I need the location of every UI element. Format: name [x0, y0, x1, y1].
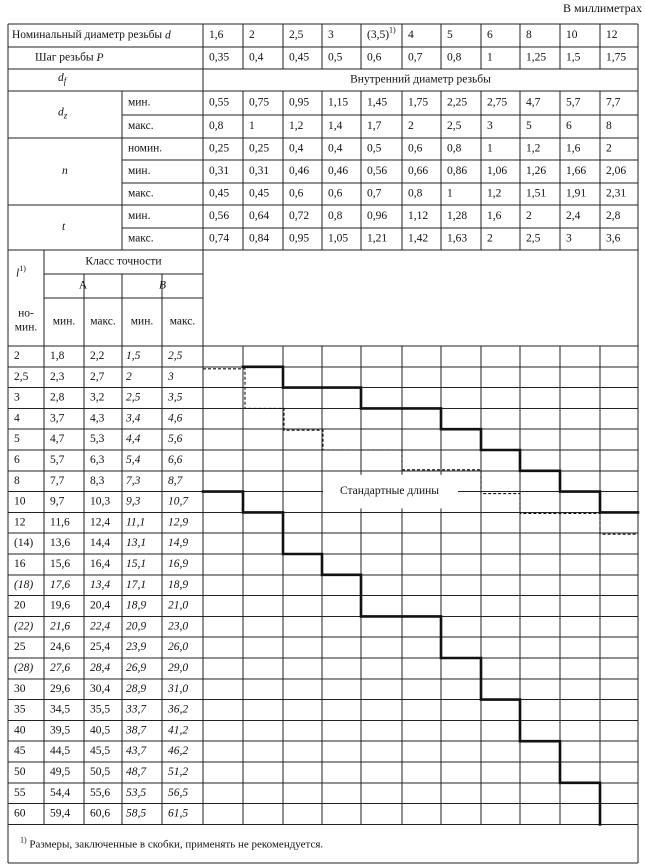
length-a-min: 19,6 [50, 599, 71, 612]
dz-value: 7,7 [606, 96, 621, 109]
class-a-label: A [78, 279, 88, 292]
length-b-max: 5,6 [168, 433, 183, 446]
n-value: 0,66 [408, 165, 429, 178]
length-b-max: 3 [168, 370, 174, 383]
pitch-value: 0,8 [447, 51, 462, 64]
t-value: 3 [566, 232, 572, 245]
length-b-max: 46,2 [168, 745, 189, 758]
n-value: 0,25 [249, 142, 270, 155]
length-a-max: 16,4 [90, 558, 111, 571]
length-nominal: (14) [14, 537, 34, 550]
length-b-max: 29,0 [168, 662, 189, 675]
n-value: 1,26 [526, 165, 547, 178]
length-a-max: 50,5 [90, 766, 111, 779]
n-value: 1,66 [566, 165, 587, 178]
t-symbol: t [62, 221, 66, 234]
length-nominal: 8 [14, 474, 20, 487]
length-a-max: 8,3 [90, 474, 105, 487]
t-value: 0,96 [367, 210, 388, 223]
n-value: 1 [487, 142, 493, 155]
length-b-max: 14,9 [168, 537, 189, 550]
length-a-max: 60,6 [90, 807, 111, 820]
dz-value: 0,8 [209, 120, 224, 133]
dz-value: 8 [606, 120, 612, 133]
t-row-label: мин. [128, 210, 151, 223]
n-value: 1,6 [566, 142, 581, 155]
t-value: 2,4 [566, 210, 581, 223]
length-b-min: 2 [126, 370, 132, 383]
n-value: 0,4 [328, 142, 343, 155]
internal-diameter-label: Внутренний диаметр резьбы [350, 73, 491, 86]
t-value: 0,72 [289, 210, 310, 223]
length-nominal: (22) [14, 620, 34, 633]
length-b-min: 9,3 [126, 495, 141, 508]
standard-lengths-label: Стандартные длины [339, 485, 440, 498]
length-a-min: 44,5 [50, 745, 71, 758]
length-b-max: 26,0 [168, 641, 189, 654]
length-a-min: 5,7 [50, 454, 65, 467]
length-nominal: (18) [14, 578, 34, 591]
t-value: 2,5 [526, 232, 541, 245]
pitch-value: 0,7 [408, 51, 423, 64]
n-value: 0,7 [367, 187, 382, 200]
dz-value: 0,55 [209, 96, 230, 109]
dz-value: 3 [487, 120, 493, 133]
n-value: 0,86 [447, 165, 468, 178]
pitch-value: 1,25 [526, 51, 547, 64]
length-b-min: 28,9 [126, 682, 147, 695]
length-a-min: 39,5 [50, 724, 71, 737]
t-value: 0,74 [209, 232, 230, 245]
length-a-max: 35,5 [90, 703, 111, 716]
length-a-max: 30,4 [90, 682, 111, 695]
diameter-value: 3 [328, 29, 334, 42]
t-row-label: макс. [128, 232, 154, 245]
length-b-min: 13,1 [126, 537, 147, 550]
length-a-min: 7,7 [50, 474, 65, 487]
dz-row-label: мин. [128, 96, 151, 109]
a-min-header: мин. [52, 315, 76, 328]
length-nominal: 30 [14, 682, 26, 695]
length-b-min: 58,5 [126, 807, 147, 820]
n-value: 1,91 [566, 187, 587, 200]
n-value: 0,31 [249, 165, 270, 178]
dz-symbol: $d_z$ [58, 106, 68, 121]
t-value: 3,6 [606, 232, 621, 245]
length-b-max: 10,7 [168, 495, 189, 508]
length-a-max: 6,3 [90, 454, 105, 467]
length-b-max: 2,5 [168, 350, 183, 363]
n-value: 0,31 [209, 165, 230, 178]
n-value: 0,5 [367, 142, 382, 155]
t-value: 0,8 [328, 210, 343, 223]
dz-value: 1,7 [367, 120, 382, 133]
length-symbol: $l^{1)}$ [16, 263, 26, 280]
df-symbol: $d_f$ [58, 71, 67, 87]
length-a-min: 34,5 [50, 703, 71, 716]
length-a-max: 14,4 [90, 537, 111, 550]
length-nominal: 50 [14, 766, 26, 779]
pitch-value: 0,35 [209, 51, 230, 64]
length-a-max: 4,3 [90, 412, 105, 425]
pitch-value: 0,45 [289, 51, 310, 64]
nominal-header: но- [18, 307, 34, 320]
length-nominal: 55 [14, 786, 26, 799]
diameter-value: 1,6 [209, 29, 224, 42]
length-a-min: 1,8 [50, 350, 65, 363]
length-a-max: 28,4 [90, 662, 111, 675]
length-nominal: 5 [14, 433, 20, 446]
length-b-max: 56,5 [168, 786, 189, 799]
n-value: 1,51 [526, 187, 547, 200]
n-value: 1 [447, 187, 453, 200]
length-a-max: 22,4 [90, 620, 111, 633]
units-note: В миллиметрах [562, 1, 642, 15]
length-a-min: 59,4 [50, 807, 71, 820]
pitch-label: Шаг резьбы P [35, 51, 104, 64]
dz-value: 2,25 [447, 96, 468, 109]
nominal-diameter-label: Номинальный диаметр резьбы d [12, 29, 171, 42]
b-max-header: макс. [169, 315, 196, 328]
diameter-value: 10 [566, 29, 578, 42]
t-value: 0,95 [289, 232, 310, 245]
t-value: 1,28 [447, 210, 468, 223]
dz-value: 5 [526, 120, 532, 133]
length-b-min: 2,5 [126, 391, 141, 404]
n-value: 0,6 [289, 187, 304, 200]
pitch-value: 0,6 [367, 51, 382, 64]
pitch-value: 0,4 [249, 51, 264, 64]
diameter-value: 4 [408, 29, 414, 42]
diameter-value: 2,5 [289, 29, 304, 42]
length-a-max: 55,6 [90, 786, 111, 799]
length-a-min: 54,4 [50, 786, 71, 799]
nominal-header: мин. [14, 321, 38, 334]
length-a-min: 9,7 [50, 495, 65, 508]
dz-value: 0,95 [289, 96, 310, 109]
length-a-max: 12,4 [90, 516, 111, 529]
length-b-min: 43,7 [126, 745, 147, 758]
length-a-max: 2,7 [90, 370, 105, 383]
length-b-min: 33,7 [126, 703, 147, 716]
length-b-max: 61,5 [168, 807, 189, 820]
length-nominal: 25 [14, 641, 26, 654]
length-a-min: 2,3 [50, 370, 65, 383]
length-nominal: 10 [14, 495, 26, 508]
n-row-label: макс. [128, 187, 154, 200]
n-value: 0,45 [209, 187, 230, 200]
diameter-value: 6 [487, 29, 493, 42]
n-value: 0,6 [408, 142, 423, 155]
length-nominal: 45 [14, 745, 26, 758]
footnote-mark: 1) [389, 25, 396, 35]
length-b-min: 53,5 [126, 786, 147, 799]
length-a-min: 11,6 [50, 516, 70, 529]
length-nominal: 16 [14, 558, 26, 571]
length-a-min: 3,7 [50, 412, 65, 425]
diameter-value: 5 [447, 29, 453, 42]
t-value: 1,21 [367, 232, 388, 245]
dz-value: 1,4 [328, 120, 343, 133]
length-a-min: 49,5 [50, 766, 71, 779]
length-b-min: 5,4 [126, 454, 141, 467]
length-b-max: 36,2 [168, 703, 189, 716]
dz-value: 5,7 [566, 96, 581, 109]
length-a-max: 2,2 [90, 350, 105, 363]
n-value: 0,46 [289, 165, 310, 178]
length-b-min: 20,9 [126, 620, 147, 633]
length-nominal: 2,5 [14, 370, 29, 383]
length-nominal: (28) [14, 662, 34, 675]
length-a-min: 24,6 [50, 641, 71, 654]
n-value: 0,46 [328, 165, 349, 178]
dz-value: 2,5 [447, 120, 462, 133]
n-row-label: мин. [128, 165, 151, 178]
dz-value: 6 [566, 120, 572, 133]
length-b-max: 8,7 [168, 474, 183, 487]
length-b-max: 6,6 [168, 454, 183, 467]
n-value: 2,06 [606, 165, 627, 178]
dz-value: 2 [408, 120, 414, 133]
dz-value: 1,75 [408, 96, 429, 109]
diameter-value: 8 [526, 29, 532, 42]
length-a-min: 2,8 [50, 391, 65, 404]
length-b-max: 41,2 [168, 724, 189, 737]
length-nominal: 12 [14, 516, 26, 529]
length-a-max: 5,3 [90, 433, 105, 446]
length-b-min: 15,1 [126, 558, 147, 571]
n-value: 2,31 [606, 187, 627, 200]
length-b-min: 17,1 [126, 578, 147, 591]
dz-value: 2,75 [487, 96, 508, 109]
n-value: 0,45 [249, 187, 270, 200]
a-max-header: макс. [90, 315, 116, 328]
length-b-min: 7,3 [126, 474, 141, 487]
t-value: 0,84 [249, 232, 270, 245]
length-b-max: 31,0 [168, 682, 189, 695]
length-a-min: 13,6 [50, 537, 71, 550]
n-value: 0,8 [408, 187, 423, 200]
n-value: 0,56 [367, 165, 388, 178]
length-a-max: 3,2 [90, 391, 105, 404]
standard-lengths-dashed-boundary [203, 369, 638, 534]
n-value: 0,4 [289, 142, 304, 155]
pitch-value: 1,5 [566, 51, 581, 64]
t-value: 0,64 [249, 210, 270, 223]
length-a-max: 20,4 [90, 599, 111, 612]
length-nominal: 20 [14, 599, 26, 612]
length-b-min: 1,5 [126, 350, 141, 363]
length-b-min: 11,1 [126, 516, 146, 529]
length-a-min: 21,6 [50, 620, 71, 633]
length-b-max: 12,9 [168, 516, 189, 529]
dz-value: 0,75 [249, 96, 270, 109]
t-value: 1,05 [328, 232, 349, 245]
t-value: 1,6 [487, 210, 502, 223]
n-value: 2 [606, 142, 612, 155]
length-nominal: 35 [14, 703, 26, 716]
length-b-min: 23,9 [126, 641, 147, 654]
length-a-min: 29,6 [50, 682, 71, 695]
length-nominal: 4 [14, 412, 20, 425]
n-value: 0,25 [209, 142, 230, 155]
pitch-value: 1 [487, 51, 493, 64]
t-value: 2,8 [606, 210, 621, 223]
dz-value: 1,45 [367, 96, 388, 109]
dz-value: 1 [249, 120, 255, 133]
length-b-min: 18,9 [126, 599, 147, 612]
b-min-header: мин. [130, 315, 154, 328]
accuracy-class-label: Класс точности [85, 255, 162, 268]
length-nominal: 3 [14, 391, 20, 404]
diameter-value: $(3,5)^{1)}$ [367, 25, 396, 42]
length-a-max: 40,5 [90, 724, 111, 737]
length-b-max: 18,9 [168, 578, 189, 591]
footnote: $^{1)}$ Размеры, заключенные в скобки, применять не рекомендуется. [20, 835, 324, 851]
dz-row-label: макс. [128, 120, 154, 133]
length-b-min: 48,7 [126, 766, 147, 779]
length-b-min: 26,9 [126, 662, 147, 675]
n-value: 1,2 [526, 142, 541, 155]
t-value: 1,42 [408, 232, 429, 245]
length-a-min: 17,6 [50, 578, 71, 591]
dz-value: 1,15 [328, 96, 349, 109]
diameter-value: 12 [606, 29, 618, 42]
t-value: 2 [487, 232, 493, 245]
length-b-min: 3,4 [126, 412, 141, 425]
n-symbol: n [62, 165, 68, 178]
class-b-label: B [158, 279, 167, 292]
t-value: 1,63 [447, 232, 468, 245]
length-b-min: 38,7 [126, 724, 147, 737]
length-a-max: 10,3 [90, 495, 111, 508]
length-b-max: 51,2 [168, 766, 189, 779]
length-a-max: 45,5 [90, 745, 111, 758]
t-value: 2 [526, 210, 532, 223]
length-b-max: 16,9 [168, 558, 189, 571]
length-nominal: 40 [14, 724, 26, 737]
length-a-min: 15,6 [50, 558, 71, 571]
length-b-max: 23,0 [168, 620, 189, 633]
t-value: 0,56 [209, 210, 230, 223]
length-b-min: 4,4 [126, 433, 141, 446]
n-value: 1,06 [487, 165, 508, 178]
n-row-label: номин. [128, 142, 163, 155]
pitch-value: 0,5 [328, 51, 343, 64]
length-nominal: 60 [14, 807, 26, 820]
diameter-value: 2 [249, 29, 255, 42]
dz-value: 1,2 [289, 120, 304, 133]
t-value: 1,12 [408, 210, 429, 223]
n-value: 1,2 [487, 187, 502, 200]
length-a-min: 27,6 [50, 662, 71, 675]
length-b-max: 21,0 [168, 599, 189, 612]
length-b-max: 4,6 [168, 412, 183, 425]
n-value: 0,8 [447, 142, 462, 155]
length-b-max: 3,5 [168, 391, 183, 404]
length-a-min: 4,7 [50, 433, 65, 446]
dz-value: 4,7 [526, 96, 541, 109]
pitch-value: 1,75 [606, 51, 627, 64]
length-nominal: 2 [14, 350, 20, 363]
length-a-max: 25,4 [90, 641, 111, 654]
n-value: 0,6 [328, 187, 343, 200]
length-a-max: 13,4 [90, 578, 111, 591]
length-nominal: 6 [14, 454, 20, 467]
